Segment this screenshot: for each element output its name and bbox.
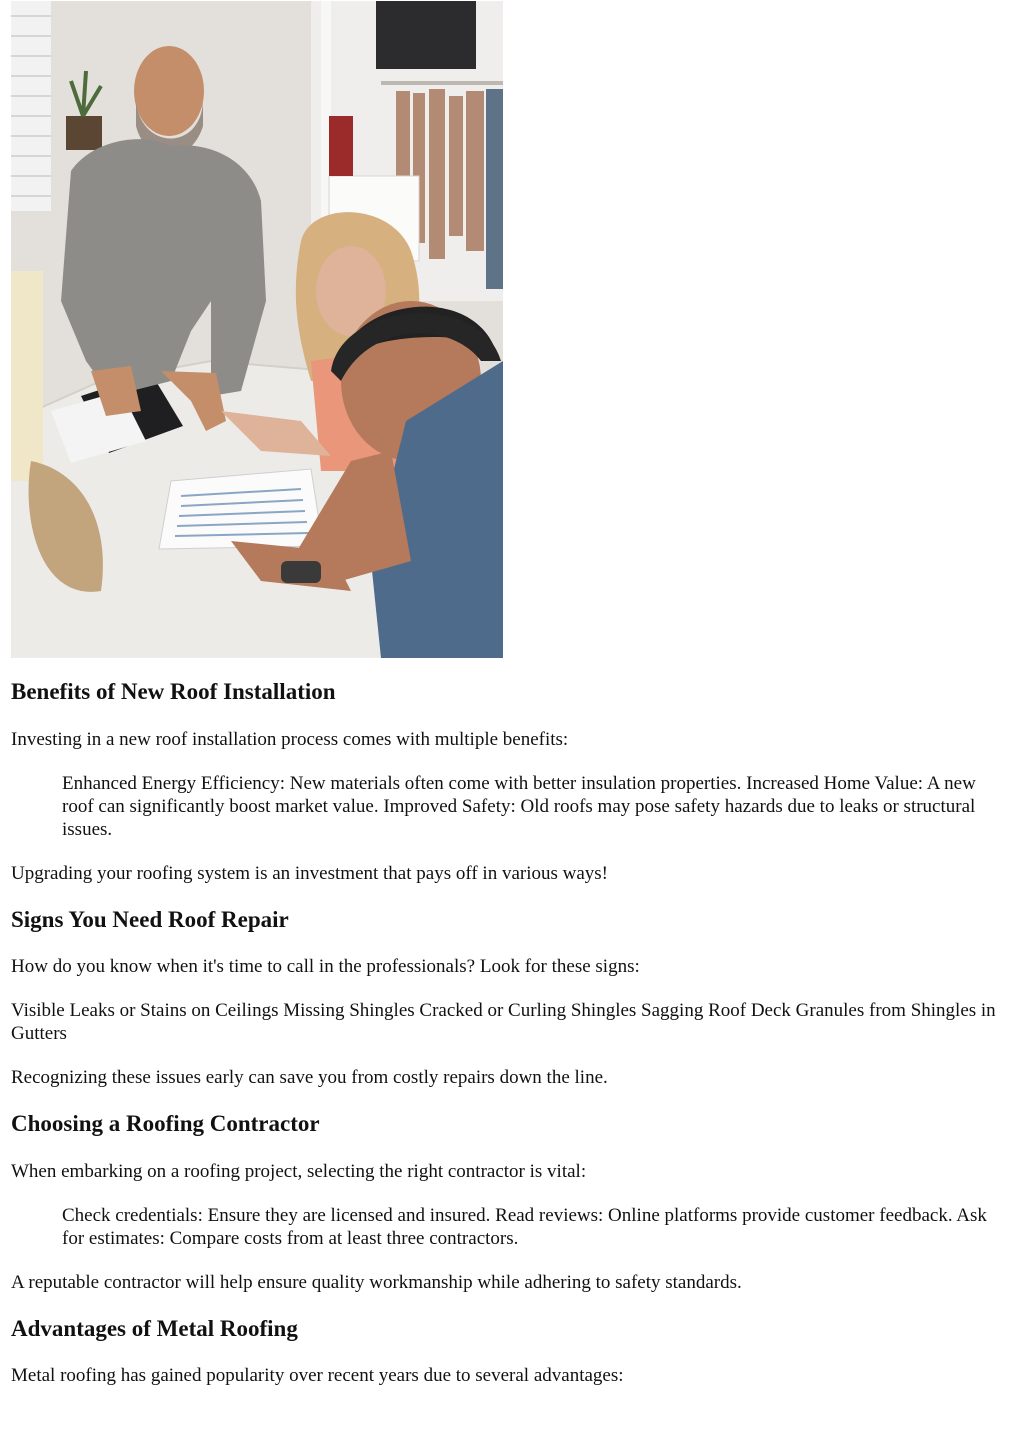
contractor-intro: When embarking on a roofing project, selecting the right contractor is vital: (11, 1160, 587, 1182)
article-body (11, 678, 1011, 1408)
signs-list-text: Visible Leaks or Stains on Ceilings Missing Shingles Cracked or Curling Shingles Sagging Roof Deck Granules from Shingles in Gutters (11, 1000, 996, 1045)
contractor-outro: A reputable contractor will help ensure quality workmanship while adhering to safety standards. (11, 1271, 742, 1293)
section-heading-contractor: Choosing a Roofing Contractor (11, 1111, 320, 1137)
benefits-intro: Investing in a new roof installation process comes with multiple benefits: (11, 728, 569, 750)
benefits-outro: Upgrading your roofing system is an investment that pays off in various ways! (11, 862, 608, 884)
section-heading-benefits: Benefits of New Roof Installation (11, 679, 336, 704)
photo-illustration (11, 1, 503, 658)
signs-outro: Recognizing these issues early can save you from costly repairs down the line. (11, 1067, 608, 1089)
metal-intro: Metal roofing has gained popularity over recent years due to several advantages: (11, 1365, 624, 1387)
article-photo (11, 1, 503, 658)
contractor-quote: Check credentials: Ensure they are licensed and insured. Read reviews: Online platforms provide customer feedback. Ask for estimates: Compare costs from at least three contractors. (62, 1204, 987, 1249)
section-heading-metal: Advantages of Metal Roofing (11, 1315, 298, 1341)
signs-intro: How do you know when it's time to call in the professionals? Look for these signs: (11, 956, 640, 978)
benefits-quote: Enhanced Energy Efficiency: New materials often come with better insulation properties. Increased Home Value: A new roof can significantly boost market value. Improved Safety: Old roofs may pose safety hazards due to leaks or structural issues. (62, 772, 976, 840)
section-heading-signs: Signs You Need Roof Repair (11, 906, 289, 932)
